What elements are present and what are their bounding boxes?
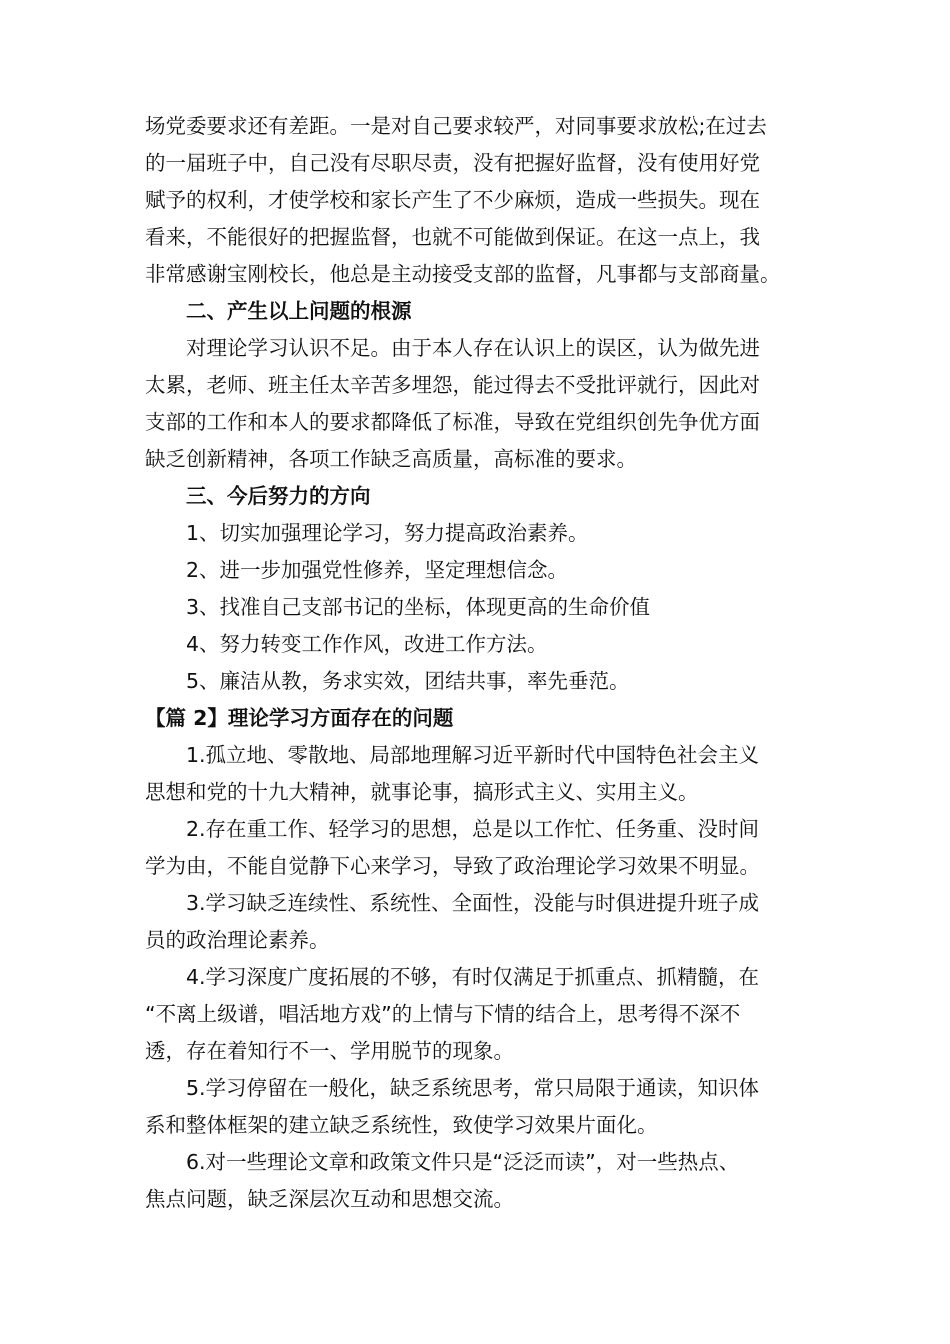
document-body	[145, 108, 825, 1218]
text-line: 透，存在着知行不一、学用脱节的现象。	[145, 1039, 514, 1063]
text-line: 对理论学习认识不足。由于本人存在认识上的误区，认为做先进	[186, 336, 760, 360]
text-line: 场党委要求还有差距。一是对自己要求较严，对同事要求放松;在过去	[145, 114, 767, 138]
section-heading: 二、产生以上问题的根源	[186, 299, 412, 323]
text-line: 3、找准自己支部书记的坐标，体现更高的生命价值	[186, 595, 651, 619]
text-line: 2、进一步加强党性修养，坚定理想信念。	[186, 558, 569, 582]
text-line: 4.学习深度广度拓展的不够，有时仅满足于抓重点、抓精髓，在	[186, 965, 760, 989]
text-line: 3.学习缺乏连续性、系统性、全面性，没能与时俱进提升班子成	[186, 891, 760, 915]
text-line: 赋予的权利，才使学校和家长产生了不少麻烦，造成一些损失。现在	[145, 188, 760, 212]
text-line: 焦点问题，缺乏深层次互动和思想交流。	[145, 1187, 514, 1211]
text-line: 支部的工作和本人的要求都降低了标准，导致在党组织创先争优方面	[145, 410, 760, 434]
text-line: 缺乏创新精神，各项工作缺乏高质量，高标准的要求。	[145, 447, 637, 471]
text-line: 非常感谢宝刚校长，他总是主动接受支部的监督，凡事都与支部商量。	[145, 262, 781, 286]
text-line: 1.孤立地、零散地、局部地理解习近平新时代中国特色社会主义	[186, 743, 760, 767]
section-heading: 【篇 2】理论学习方面存在的问题	[145, 706, 454, 730]
section-heading: 三、今后努力的方向	[186, 484, 371, 508]
text-line: 1、切实加强理论学习，努力提高政治素养。	[186, 521, 589, 545]
text-line: 4、努力转变工作作风，改进工作方法。	[186, 632, 548, 656]
text-line: 思想和党的十九大精神，就事论事，搞形式主义、实用主义。	[145, 780, 699, 804]
text-line: 的一届班子中，自己没有尽职尽责，没有把握好监督，没有使用好党	[145, 151, 760, 175]
text-line: 员的政治理论素养。	[145, 928, 330, 952]
text-line: 5、廉洁从教，务求实效，团结共事，率先垂范。	[186, 669, 630, 693]
text-line: 太累，老师、班主任太辛苦多埋怨，能过得去不受批评就行，因此对	[145, 373, 760, 397]
text-line: 5.学习停留在一般化，缺乏系统思考，常只局限于通读，知识体	[186, 1076, 760, 1100]
text-line: 看来，不能很好的把握监督，也就不可能做到保证。在这一点上，我	[145, 225, 760, 249]
text-line: 6.对一些理论文章和政策文件只是“泛泛而读”，对一些热点、	[186, 1150, 740, 1174]
text-line: “不离上级谱，唱活地方戏”的上情与下情的结合上，思考得不深不	[145, 1002, 741, 1026]
text-line: 学为由，不能自觉静下心来学习，导致了政治理论学习效果不明显。	[145, 854, 760, 878]
text-line: 2.存在重工作、轻学习的思想，总是以工作忙、任务重、没时间	[186, 817, 760, 841]
text-line: 系和整体框架的建立缺乏系统性，致使学习效果片面化。	[145, 1113, 658, 1137]
